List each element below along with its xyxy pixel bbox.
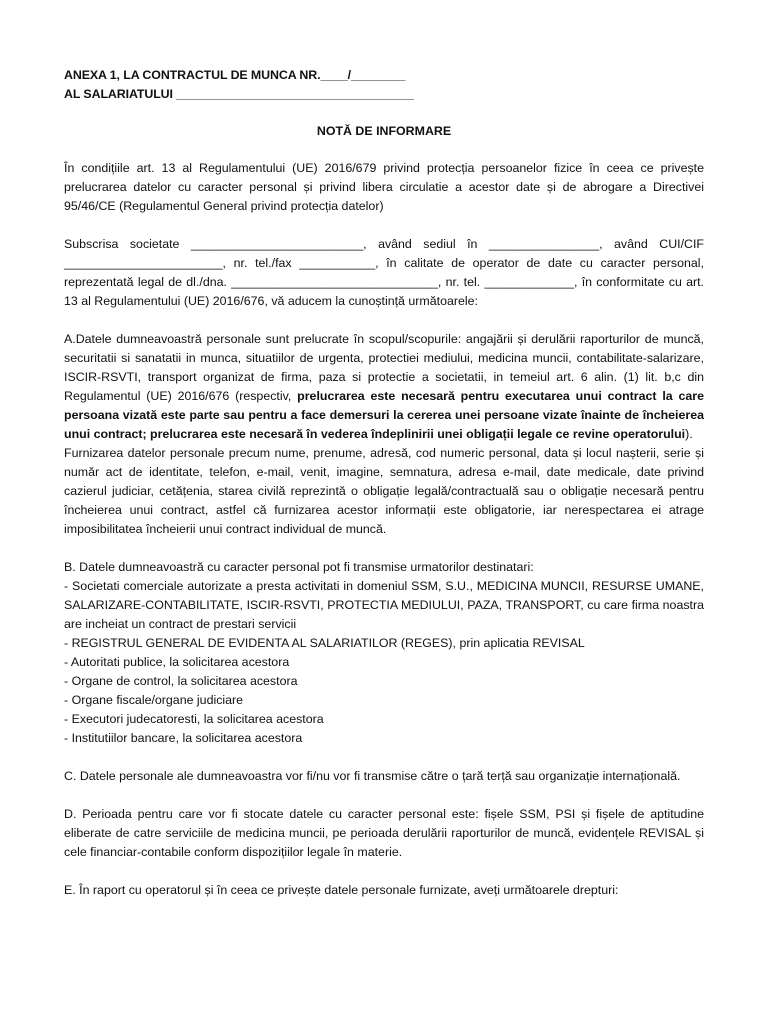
section-e-paragraph: E. În raport cu operatorul și în ceea ce privește datele personale furnizate, aveți următoarele drepturi: xyxy=(64,883,619,897)
company-paragraph: Subscrisa societate _________________________, având sediul în ________________, având CUI/CIF _______________________, nr. tel./fax ___________, în calitate de operator de date cu caracter personal, reprezentată legal de dl./dna. ______________________________, nr. tel. _____________, în conformitate cu art. 13 al Regulamentului (UE) 2016/676, vă aducem la cunoștință următoarele: xyxy=(64,237,704,308)
employee-header-line: AL SALARIATULUI ___________________________________ xyxy=(64,87,414,101)
document-page xyxy=(64,66,704,919)
section-a xyxy=(64,330,704,539)
recipient-item: - Societati comerciale autorizate a presta activitati in domeniul SSM, S.U., MEDICINA MUNCII, RESURSE UMANE, SALARIZARE-CONTABILITATE, ISCIR-RSVTI, PROTECTIA MEDIULUI, PAZA, TRANSPORT, cu care firma noastra are incheiat un contract de prestari servicii xyxy=(64,579,704,631)
section-c-paragraph: C. Datele personale ale dumneavoastra vor fi/nu vor fi transmise către o țară terță sau organizație internațională. xyxy=(64,769,681,783)
document-title: NOTĂ DE INFORMARE xyxy=(316,124,452,138)
recipient-item: - REGISTRUL GENERAL DE EVIDENTA AL SALARIATILOR (REGES), prin aplicatia REVISAL xyxy=(64,636,585,650)
section-a-purpose-paragraph xyxy=(64,330,704,444)
recipient-item: - Autoritati publice, la solicitarea acestora xyxy=(64,655,290,669)
section-d-paragraph: D. Perioada pentru care vor fi stocate datele cu caracter personal este: fișele SSM, PSI și fișele de aptitudine eliberate de catre serviciile de medicina muncii, pe perioada derulării raporturilor de muncă, evidențele REVISAL și cele financiar-contabile conform dispozițiilor legale în materie. xyxy=(64,807,704,859)
section-b xyxy=(64,558,704,748)
recipient-item: - Organe de control, la solicitarea acestora xyxy=(64,674,298,688)
section-a-bold-text: prelucrarea este necesară pentru executarea unui contract la care persoana vizată este parte sau pentru a face demersuri la cererea unei persoane vizate înainte de încheierea unui contract; prelucrarea este necesară în vederea îndeplinirii unei obligații legale ce revine operatorului xyxy=(64,389,704,441)
recipient-item: - Organe fiscale/organe judiciare xyxy=(64,693,244,707)
recipient-item: - Executori judecatoresti, la solicitarea acestora xyxy=(64,712,324,726)
recipient-item: - Institutiilor bancare, la solicitarea acestora xyxy=(64,731,303,745)
annex-header-line: ANEXA 1, LA CONTRACTUL DE MUNCA NR.____/________ xyxy=(64,68,406,82)
section-b-heading: B. Datele dumneavoastră cu caracter personal pot fi transmise urmatorilor destinatari: xyxy=(64,560,534,574)
intro-paragraph: În condițiile art. 13 al Regulamentului (UE) 2016/679 privind protecția persoanelor fizice în ceea ce privește prelucrarea datelor cu caracter personal și privind libera circulatie a acestor date și de abrogare a Directivei 95/46/CE (Regulamentul General privind protecția datelor) xyxy=(64,161,704,213)
section-a-text: A.Datele dumneavoastră personale sunt prelucrate în scopul/scopurile: angajării și derulării raporturilor de muncă, securitatii si sanatatii in munca, situatiilor de urgenta, protectiei mediului, medicina muncii, contabilitate-salarizare, ISCIR-RSVTI, transport organizat de firma, paza si protectie a societatii, in temeiul art. 6 alin. (1) lit. b,c din Regulamentul (UE) 2016/676 (respectiv, xyxy=(64,332,704,403)
section-a-closing: ). xyxy=(685,427,693,441)
section-a-data-paragraph: Furnizarea datelor personale precum nume, prenume, adresă, cod numeric personal, data și locul nașterii, serie și număr act de identitate, telefon, e-mail, venit, imagine, semnatura, adresa e-mail, date medicale, date privind cazierul judiciar, cetățenia, starea civilă reprezintă o obligație legală/contractuală sau o obligație necesară pentru încheierea unui contract, astfel că furnizarea acestor informații este obligatorie, iar nerespectarea ei atrage imposibilitatea încheierii unui contract individual de muncă. xyxy=(64,446,704,536)
